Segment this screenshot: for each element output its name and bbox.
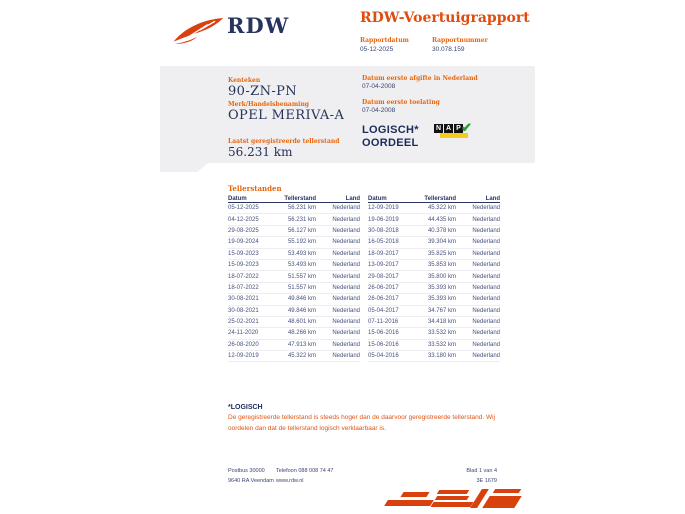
table-body [368,203,500,362]
cell-tellerstand: 33.532 km [427,341,456,348]
cell-tellerstand: 33.180 km [427,353,456,360]
cell-datum: 30-08-2018 [368,227,399,234]
rdw-logo-text: RDW [227,13,290,38]
cell-datum: 18-09-2017 [368,250,399,257]
rapportdatum-label: Rapportdatum [360,37,409,44]
cell-tellerstand: 44.435 km [427,216,456,223]
cell-tellerstand: 53.493 km [287,250,316,257]
table-row [368,203,500,214]
table-row [368,260,500,271]
cell-land: Nederland [472,250,500,257]
cell-datum: 15-09-2023 [228,262,259,269]
table-row [368,237,500,248]
afgifte-label: Datum eerste afgifte in Nederland [362,75,478,82]
table-row [368,294,500,305]
table-header [368,193,500,203]
afgifte-value: 07-04-2008 [362,83,396,90]
cell-land: Nederland [472,262,500,269]
cell-datum: 29-08-2017 [368,273,399,280]
col-land: Land [345,196,360,202]
cell-datum: 15-06-2016 [368,330,399,337]
table-row [228,226,360,237]
cell-land: Nederland [332,250,360,257]
cell-land: Nederland [332,341,360,348]
toelating-label: Datum eerste toelating [362,99,440,106]
cell-tellerstand: 56.127 km [287,227,316,234]
col-tellerstand: Tellerstand [424,196,456,202]
cell-datum: 12-09-2019 [228,353,259,360]
decorative-stripes-graphic [372,488,518,512]
col-land: Land [485,196,500,202]
cell-datum: 05-04-2017 [368,307,399,314]
cell-land: Nederland [472,319,500,326]
footer-address [228,466,274,486]
table-row [368,317,500,328]
table-header [228,193,360,203]
table-row [228,237,360,248]
footer-contact [276,466,334,486]
col-tellerstand: Tellerstand [284,196,316,202]
laatste-tellerstand-value: 56.231 km [228,145,293,159]
table-row [228,351,360,362]
cell-datum: 26-06-2017 [368,284,399,291]
cell-datum: 13-09-2017 [368,262,399,269]
cell-land: Nederland [332,296,360,303]
cell-tellerstand: 35.393 km [427,284,456,291]
nap-checkmark-icon: ✔ [461,120,472,135]
cell-tellerstand: 51.557 km [287,273,316,280]
cell-tellerstand: 47.913 km [287,341,316,348]
cell-datum: 12-09-2019 [368,205,399,212]
cell-datum: 30-08-2021 [228,296,259,303]
nap-letter-p: P [454,124,463,133]
footer-address-line2: 9640 RA Veendam [228,478,274,484]
cell-land: Nederland [472,205,500,212]
footer-page [437,466,497,486]
cell-datum: 07-11-2016 [368,319,399,326]
cell-tellerstand: 35.800 km [427,273,456,280]
cell-tellerstand: 40.378 km [427,227,456,234]
vehicle-summary-box [160,66,535,163]
cell-tellerstand: 48.266 km [287,330,316,337]
table-row [228,306,360,317]
cell-tellerstand: 48.601 km [287,319,316,326]
oordeel-line1: LOGISCH* [362,124,419,136]
cell-land: Nederland [472,239,500,246]
tellerstanden-title: Tellerstanden [228,184,282,193]
cell-datum: 18-07-2022 [228,284,259,291]
cell-datum: 16-05-2018 [368,239,399,246]
rapportnummer-label: Rapportnummer [432,37,488,44]
table-row [368,306,500,317]
cell-datum: 30-08-2021 [228,307,259,314]
cell-land: Nederland [332,205,360,212]
cell-tellerstand: 45.322 km [427,205,456,212]
table-row [228,203,360,214]
cell-datum: 05-12-2025 [228,205,259,212]
rapportdatum-value: 05-12-2025 [360,46,394,53]
table-body [228,203,360,362]
cell-datum: 05-04-2016 [368,353,399,360]
cell-land: Nederland [332,284,360,291]
table-row [368,328,500,339]
cell-land: Nederland [472,216,500,223]
cell-datum: 24-11-2020 [228,330,259,337]
cell-land: Nederland [332,307,360,314]
cell-tellerstand: 51.557 km [287,284,316,291]
cell-tellerstand: 35.853 km [427,262,456,269]
footer-address-line1: Postbus 30000 [228,468,265,474]
cell-tellerstand: 55.192 km [287,239,316,246]
footer-form-code: 3E 1679 [476,478,497,484]
cell-land: Nederland [472,330,500,337]
table-row [368,340,500,351]
cell-land: Nederland [332,353,360,360]
merk-value: OPEL MERIVA-A [228,108,345,123]
table-row [368,283,500,294]
table-row [228,317,360,328]
cell-tellerstand: 35.393 km [427,296,456,303]
cell-land: Nederland [472,353,500,360]
cell-tellerstand: 34.418 km [427,319,456,326]
laatste-tellerstand-label: Laatst geregistreerde tellerstand [228,138,340,145]
nap-logo [434,120,472,142]
oordeel-line2: OORDEEL [362,137,419,149]
cell-tellerstand: 35.825 km [427,250,456,257]
table-row [228,283,360,294]
footer-page-indicator: Blad 1 van 4 [466,468,497,474]
cell-land: Nederland [332,227,360,234]
col-datum: Datum [368,196,387,202]
cell-land: Nederland [472,341,500,348]
cell-land: Nederland [332,216,360,223]
cell-datum: 26-06-2017 [368,296,399,303]
cell-datum: 26-08-2020 [228,341,259,348]
cell-tellerstand: 49.846 km [287,296,316,303]
page-title: RDW-Voertuigrapport [360,10,530,26]
nap-letter-n: N [435,125,442,132]
cell-land: Nederland [332,262,360,269]
table-row [368,351,500,362]
cell-land: Nederland [472,296,500,303]
logisch-note-body: De geregistreerde tellerstand is steeds hoger dan de daarvoor geregistreerde tellerstand. Wij oordelen dan dat de tellerstand logisch verklaarbaar is. [228,414,496,432]
table-row [228,260,360,271]
kenteken-label: Kenteken [228,77,261,84]
table-row [228,214,360,225]
table-row [228,294,360,305]
nap-letter-a: A [445,125,452,132]
cell-tellerstand: 49.846 km [287,307,316,314]
rapportnummer-value: 30.078.159 [432,46,465,53]
cell-datum: 19-09-2024 [228,239,259,246]
cell-tellerstand: 45.322 km [287,353,316,360]
logisch-note-heading: *LOGISCH [228,404,263,411]
cell-tellerstand: 56.231 km [287,216,316,223]
footer-website: www.rdw.nl [276,478,304,484]
cell-tellerstand: 34.767 km [427,307,456,314]
cell-datum: 15-09-2023 [228,250,259,257]
cell-datum: 19-06-2019 [368,216,399,223]
footer-phone: Telefoon 088 008 74 47 [276,468,334,474]
cell-tellerstand: 39.304 km [427,239,456,246]
merk-label: Merk/Handelsbenaming [228,101,310,108]
cell-land: Nederland [332,319,360,326]
cell-datum: 29-08-2025 [228,227,259,234]
table-row [368,271,500,282]
rdw-wing-icon [172,16,224,46]
table-row [228,249,360,260]
kenteken-value: 90-ZN-PN [228,84,298,99]
table-row [368,226,500,237]
tellerstanden-table-left [228,193,360,362]
cell-tellerstand: 33.532 km [427,330,456,337]
cell-tellerstand: 56.231 km [287,205,316,212]
cell-datum: 15-06-2016 [368,341,399,348]
table-row [228,271,360,282]
table-row [368,249,500,260]
cell-land: Nederland [332,239,360,246]
cell-land: Nederland [332,330,360,337]
table-row [228,328,360,339]
cell-datum: 18-07-2022 [228,273,259,280]
toelating-value: 07-04-2008 [362,107,396,114]
cell-land: Nederland [472,284,500,291]
table-row [228,340,360,351]
table-row [368,214,500,225]
cell-land: Nederland [472,273,500,280]
col-datum: Datum [228,196,247,202]
cell-land: Nederland [472,307,500,314]
cell-land: Nederland [332,273,360,280]
cell-datum: 25-02-2021 [228,319,259,326]
cell-land: Nederland [472,227,500,234]
cell-datum: 04-12-2025 [228,216,259,223]
cell-tellerstand: 53.493 km [287,262,316,269]
tellerstanden-table-right [368,193,500,362]
